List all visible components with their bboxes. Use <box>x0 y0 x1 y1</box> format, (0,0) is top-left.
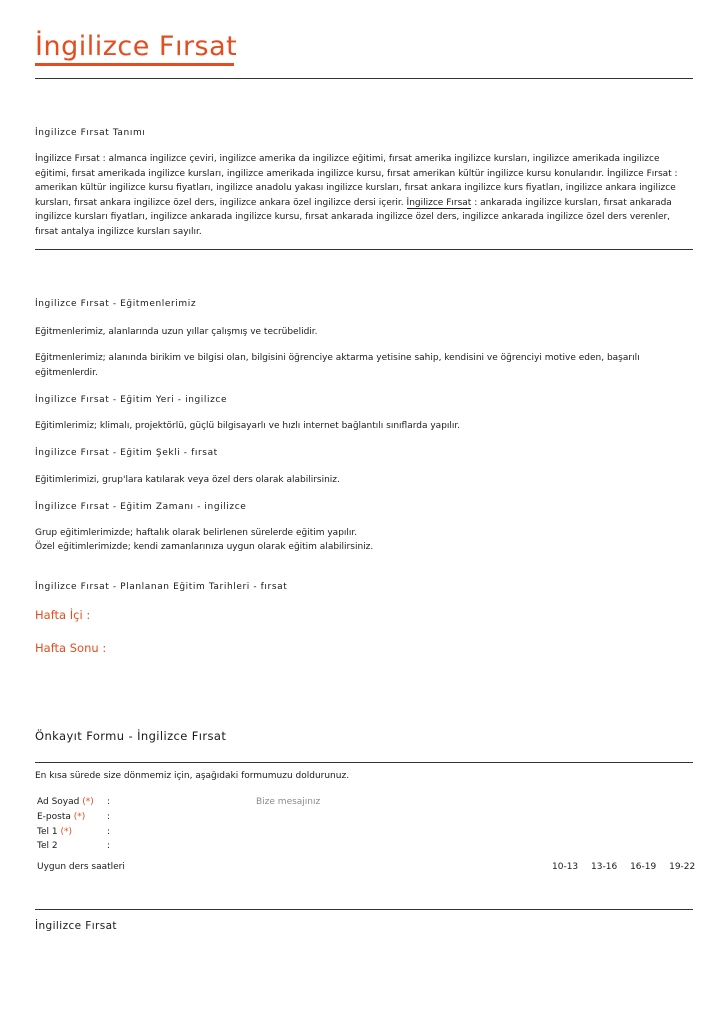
tel2-label: Tel 2 <box>37 841 58 851</box>
type-heading: İngilizce Fırsat - Eğitim Şekli - fırsat <box>35 448 218 458</box>
place-text: Eğitimlerimiz; klimalı, projektörlü, güçlü bilgisayarlı ve hızlı internet bağlantılı sınıflarda yapılır. <box>35 421 461 431</box>
tel2-colon: : <box>107 841 111 851</box>
form-intro: En kısa sürede size dönmemiz için, aşağıdaki formumuzu doldurunuz. <box>35 771 350 781</box>
required-mark: (*) <box>82 797 94 807</box>
email-label: E-posta (*) <box>37 812 86 822</box>
message-textarea[interactable]: Bize mesajınız <box>256 797 321 807</box>
weekday-label: Hafta İçi : <box>35 608 91 622</box>
tel2-field[interactable] <box>117 839 237 852</box>
name-colon: : <box>107 797 111 807</box>
time-text-2: Özel eğitimlerimizde; kendi zamanlarınıza uygun olarak eğitim alabilirsiniz. <box>35 542 374 552</box>
time-heading: İngilizce Fırsat - Eğitim Zamanı - ingilizce <box>35 502 247 512</box>
divider <box>35 249 693 250</box>
teachers-text-1: Eğitmenlerimiz, alanlarında uzun yıllar çalışmış ve tecrübelidir. <box>35 327 318 337</box>
page-title: İngilizce Fırsat <box>35 31 238 62</box>
hour-option[interactable]: 16-19 <box>630 862 657 872</box>
hours-label: Uygun ders saatleri <box>37 862 125 872</box>
tel1-label: Tel 1 (*) <box>37 827 72 837</box>
hour-option[interactable]: 13-16 <box>591 862 618 872</box>
weekend-label: Hafta Sonu : <box>35 641 107 655</box>
footer-title: İngilizce Fırsat <box>35 920 117 932</box>
teachers-heading: İngilizce Fırsat - Eğitmenlerimiz <box>35 299 197 309</box>
divider <box>35 78 693 79</box>
type-text: Eğitimlerimizi, grup'lara katılarak veya özel ders olarak alabilirsiniz. <box>35 475 340 485</box>
name-label: Ad Soyad (*) <box>37 797 94 807</box>
email-colon: : <box>107 812 111 822</box>
intro-link[interactable]: İngilizce Fırsat <box>406 197 472 208</box>
place-heading: İngilizce Fırsat - Eğitim Yeri - ingilizce <box>35 395 228 405</box>
required-mark: (*) <box>60 827 72 837</box>
title-underline <box>35 63 234 66</box>
name-field[interactable] <box>117 795 237 808</box>
hour-option[interactable]: 10-13 <box>552 862 579 872</box>
hour-option[interactable]: 19-22 <box>669 862 696 872</box>
teachers-text-2: Eğitmenlerimiz; alanında birikim ve bilgisi olan, bilgisini öğrenciye aktarma yetisine sahip, kendisini ve öğrenciyi motive eden, başarılı eğitmenlerdir. <box>35 353 640 378</box>
intro-heading: İngilizce Fırsat Tanımı <box>35 128 146 138</box>
form-title: Önkayıt Formu - İngilizce Fırsat <box>35 729 227 743</box>
dates-heading: İngilizce Fırsat - Planlanan Eğitim Tarihleri - fırsat <box>35 582 288 592</box>
intro-text-after: : ankarada ingilizce kursları, fırsat ankarada ingilizce kursları fiyatları, ingilizce ankarada ingilizce kursu, fırsat ankarada ingilizce özel ders, ingilizce ankarada ingilizce özel ders verenler, fırsat antalya ingilizce kursları sayılır. <box>35 197 672 237</box>
hours-options <box>542 860 695 875</box>
intro-paragraph <box>35 152 690 239</box>
time-text-1: Grup eğitimlerimizde; haftalık olarak belirlenen sürelerde eğitim yapılır. <box>35 528 358 538</box>
tel1-field[interactable] <box>117 825 237 838</box>
intro-text-before: İngilizce Fırsat : almanca ingilizce çeviri, ingilizce amerika da ingilizce eğitimi, fırsat amerika ingilizce kursları, ingilizce amerikada ingilizce eğitimi, fırsat amerikada ingilizce kursları, ingilizce amerikada ingilizce kursu, fırsat amerikan kültür ingilizce kursu konularıdır. İngilizce Fırsat : amerikan kültür ingilizce kursu fiyatları, ingilizce anadolu yakası ingilizce kursları, fırsat ankara ingilizce kurs fiyatları, ingilizce ankara ingilizce kursları, fırsat ankara ingilizce özel ders, ingilizce ankara özel ingilizce dersi içerir. <box>35 154 678 208</box>
tel1-colon: : <box>107 827 111 837</box>
registration-form <box>35 797 695 857</box>
divider <box>35 909 693 910</box>
divider <box>35 762 693 763</box>
email-field[interactable] <box>117 810 237 823</box>
required-mark: (*) <box>73 812 86 822</box>
